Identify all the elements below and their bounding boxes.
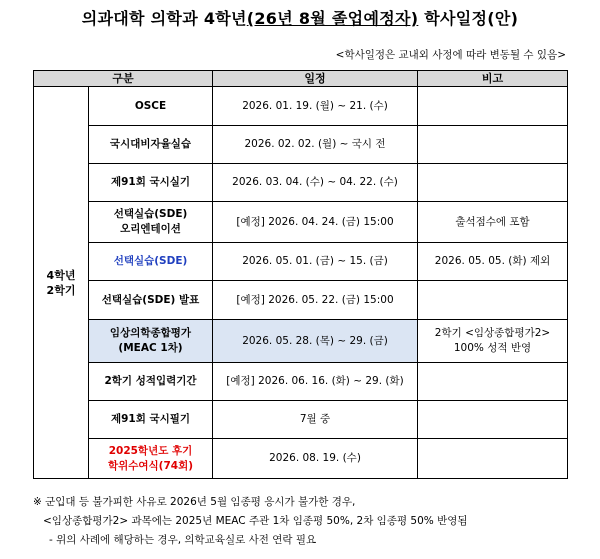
- schedule-cell: 2026. 01. 19. (월) ~ 21. (수): [213, 87, 418, 126]
- footer-notes: [33, 493, 468, 550]
- remarks-cell: [418, 87, 568, 126]
- remarks-cell: 출석점수에 포함: [418, 202, 568, 243]
- title-suffix: 학사일정(안): [418, 9, 519, 28]
- remarks-cell: [418, 320, 568, 363]
- item-cell: 선택실습(SDE): [89, 243, 213, 281]
- item-cell: 제91회 국시실기: [89, 164, 213, 202]
- schedule-cell: [예정] 2026. 05. 22. (금) 15:00: [213, 281, 418, 320]
- header-schedule: 일정: [213, 71, 418, 87]
- remarks-cell: [418, 439, 568, 479]
- table-row: [34, 320, 568, 363]
- page-title: [0, 6, 600, 29]
- title-graduation-note: (26년 8월 졸업예정자): [246, 9, 419, 28]
- item-line1: 임상의학종합평가: [109, 327, 192, 339]
- item-cell: 국시대비자율실습: [89, 126, 213, 164]
- item-cell: 제91회 국시필기: [89, 401, 213, 439]
- item-line2: (MEAC 1차): [118, 342, 183, 354]
- table-header-row: [34, 71, 568, 87]
- item-cell: [89, 320, 213, 363]
- remarks-cell: [418, 401, 568, 439]
- item-cell: 2학기 성적입력기간: [89, 363, 213, 401]
- group-label-semester: 2학기: [46, 283, 76, 297]
- remarks-line1: 2학기 <임상종합평가2>: [434, 327, 551, 339]
- remarks-line2: 100% 성적 반영: [453, 342, 532, 354]
- schedule-table: [33, 70, 568, 479]
- schedule-cell: [예정] 2026. 06. 16. (화) ~ 29. (화): [213, 363, 418, 401]
- table-row: [34, 401, 568, 439]
- schedule-cell: 2026. 05. 01. (금) ~ 15. (금): [213, 243, 418, 281]
- table-row: [34, 164, 568, 202]
- item-cell: [89, 202, 213, 243]
- item-cell: [89, 439, 213, 479]
- schedule-cell: 2026. 08. 19. (수): [213, 439, 418, 479]
- schedule-cell: 2026. 02. 02. (월) ~ 국시 전: [213, 126, 418, 164]
- group-label-year: 4학년: [46, 268, 76, 282]
- schedule-change-note: <학사일정은 교내외 사정에 따라 변동될 수 있음>: [335, 49, 566, 61]
- table-row: [34, 439, 568, 479]
- table-row: [34, 243, 568, 281]
- item-cell: OSCE: [89, 87, 213, 126]
- table-row: [34, 281, 568, 320]
- item-line1: 2025학년도 후기: [108, 444, 193, 457]
- schedule-cell: 2026. 05. 28. (목) ~ 29. (금): [213, 320, 418, 363]
- schedule-cell: 7월 중: [213, 401, 418, 439]
- header-remarks: 비고: [418, 71, 568, 87]
- title-prefix: 의과대학 의학과 4학년: [81, 9, 247, 28]
- remarks-cell: [418, 363, 568, 401]
- table-row: [34, 202, 568, 243]
- remarks-cell: [418, 126, 568, 164]
- footer-note-1: ※ 군입대 등 불가피한 사유로 2026년 5월 임종평 응시가 불가한 경우,: [33, 496, 356, 508]
- semester-group-label: [34, 87, 89, 479]
- schedule-cell: 2026. 03. 04. (수) ~ 04. 22. (수): [213, 164, 418, 202]
- item-line2: 학위수여식(74회): [107, 459, 194, 472]
- remarks-cell: [418, 281, 568, 320]
- header-category: 구분: [34, 71, 213, 87]
- schedule-cell: [예정] 2026. 04. 24. (금) 15:00: [213, 202, 418, 243]
- item-line1: 선택실습(SDE): [113, 208, 188, 220]
- item-cell: 선택실습(SDE) 발표: [89, 281, 213, 320]
- item-line2: 오리엔테이션: [120, 223, 181, 235]
- table-row: [34, 363, 568, 401]
- remarks-cell: [418, 164, 568, 202]
- remarks-cell: 2026. 05. 05. (화) 제외: [418, 243, 568, 281]
- footer-note-2: <임상종합평가2> 과목에는 2025년 MEAC 주관 1차 임종평 50%, 2차 임종평 50% 반영됨: [43, 515, 468, 527]
- table-row: [34, 126, 568, 164]
- table-row: [34, 87, 568, 126]
- footer-note-3: - 위의 사례에 해당하는 경우, 의학교육실로 사전 연락 필요: [49, 534, 317, 546]
